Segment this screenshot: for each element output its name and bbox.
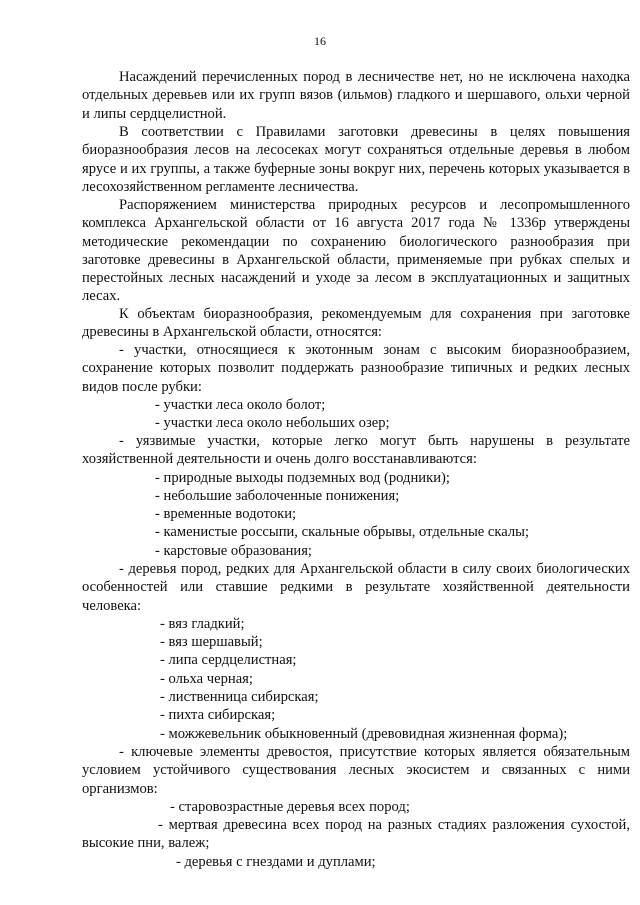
list-item: - природные выходы подземных вод (родники); xyxy=(155,469,450,486)
list-item: - небольшие заболоченные понижения; xyxy=(155,487,400,504)
list-item: - вяз гладкий; xyxy=(160,615,245,632)
list-item: - карстовые образования; xyxy=(155,542,312,559)
paragraph-1 xyxy=(82,68,630,123)
paragraph-text: В соответствии с Правилами заготовки древесины в целях повышения биоразнообразия лесов на лесосеках могут сохраняться отдельные деревья в любом ярусе и их группы, а также буферные зоны вокруг них, перечень которых указывается в лесохозяйственном регламенте лесничества. xyxy=(82,124,630,195)
list-heading: - ключевые элементы древостоя, присутствие которых является обязательным условием устойчивого существования лесных экосистем и связанных с ними организмов: xyxy=(82,744,630,797)
list-item: - деревья с гнездами и дуплами; xyxy=(176,853,376,870)
list-item: - пихта сибирская; xyxy=(160,707,276,724)
paragraph-text: Распоряжением министерства природных ресурсов и лесопромышленного комплекса Архангельской области от 16 августа 2017 года № 1336р утверждены методические рекомендации по сохранению биологического разнообразия при заготовке древесины в Архангельской области, применяемые при рубках спелых и перестойных лесных насаждений и уходе за лесом в эксплуатационных и защитных лесах. xyxy=(82,197,630,305)
list-group-ecotone xyxy=(82,341,630,432)
list-item: - старовозрастные деревья всех пород; xyxy=(170,798,410,815)
list-group-key-elements xyxy=(82,743,630,871)
page-number: 16 xyxy=(314,34,326,48)
list-item: - можжевельник обыкновенный (древовидная жизненная форма); xyxy=(160,725,568,742)
paragraph-3 xyxy=(82,196,630,306)
list-item: - липа сердцелистная; xyxy=(160,652,297,669)
list-item: - мертвая древесина всех пород на разных стадиях разложения сухостой, высокие пни, валеж; xyxy=(82,817,630,852)
paragraph-4 xyxy=(82,305,630,342)
list-item: - участки леса около болот; xyxy=(155,396,326,413)
list-item: - ольха черная; xyxy=(160,670,253,687)
paragraph-text: Насаждений перечисленных пород в лесничестве нет, но не исключена находка отдельных деревьев или их групп вязов (ильмов) гладкого и шершавого, ольхи черной и липы сердцелистной. xyxy=(82,69,630,122)
list-item: - лиственница сибирская; xyxy=(160,689,319,706)
list-item: - участки леса около небольших озер; xyxy=(155,415,390,432)
list-group-rare-trees xyxy=(82,560,630,743)
paragraph-2 xyxy=(82,123,630,196)
paragraph-text: К объектам биоразнообразия, рекомендуемым для сохранения при заготовке древесины в Архангельской области, относятся: xyxy=(82,306,630,341)
list-group-vulnerable xyxy=(82,432,630,560)
list-heading: - деревья пород, редких для Архангельской области в силу своих биологических особенностей или ставшие редкими в результате хозяйственной деятельности человека: xyxy=(82,561,630,614)
list-heading: - уязвимые участки, которые легко могут быть нарушены в результате хозяйственной деятельности и очень долго восстанавливаются: xyxy=(82,433,630,468)
list-item: - временные водотоки; xyxy=(155,506,297,523)
list-heading: - участки, относящиеся к экотонным зонам с высоким биоразнообразием, сохранение которых позволит поддержать разнообразие типичных и редких лесных видов после рубки: xyxy=(82,342,630,395)
list-item: - каменистые россыпи, скальные обрывы, отдельные скалы; xyxy=(155,524,530,541)
list-item: - вяз шершавый; xyxy=(160,634,263,651)
